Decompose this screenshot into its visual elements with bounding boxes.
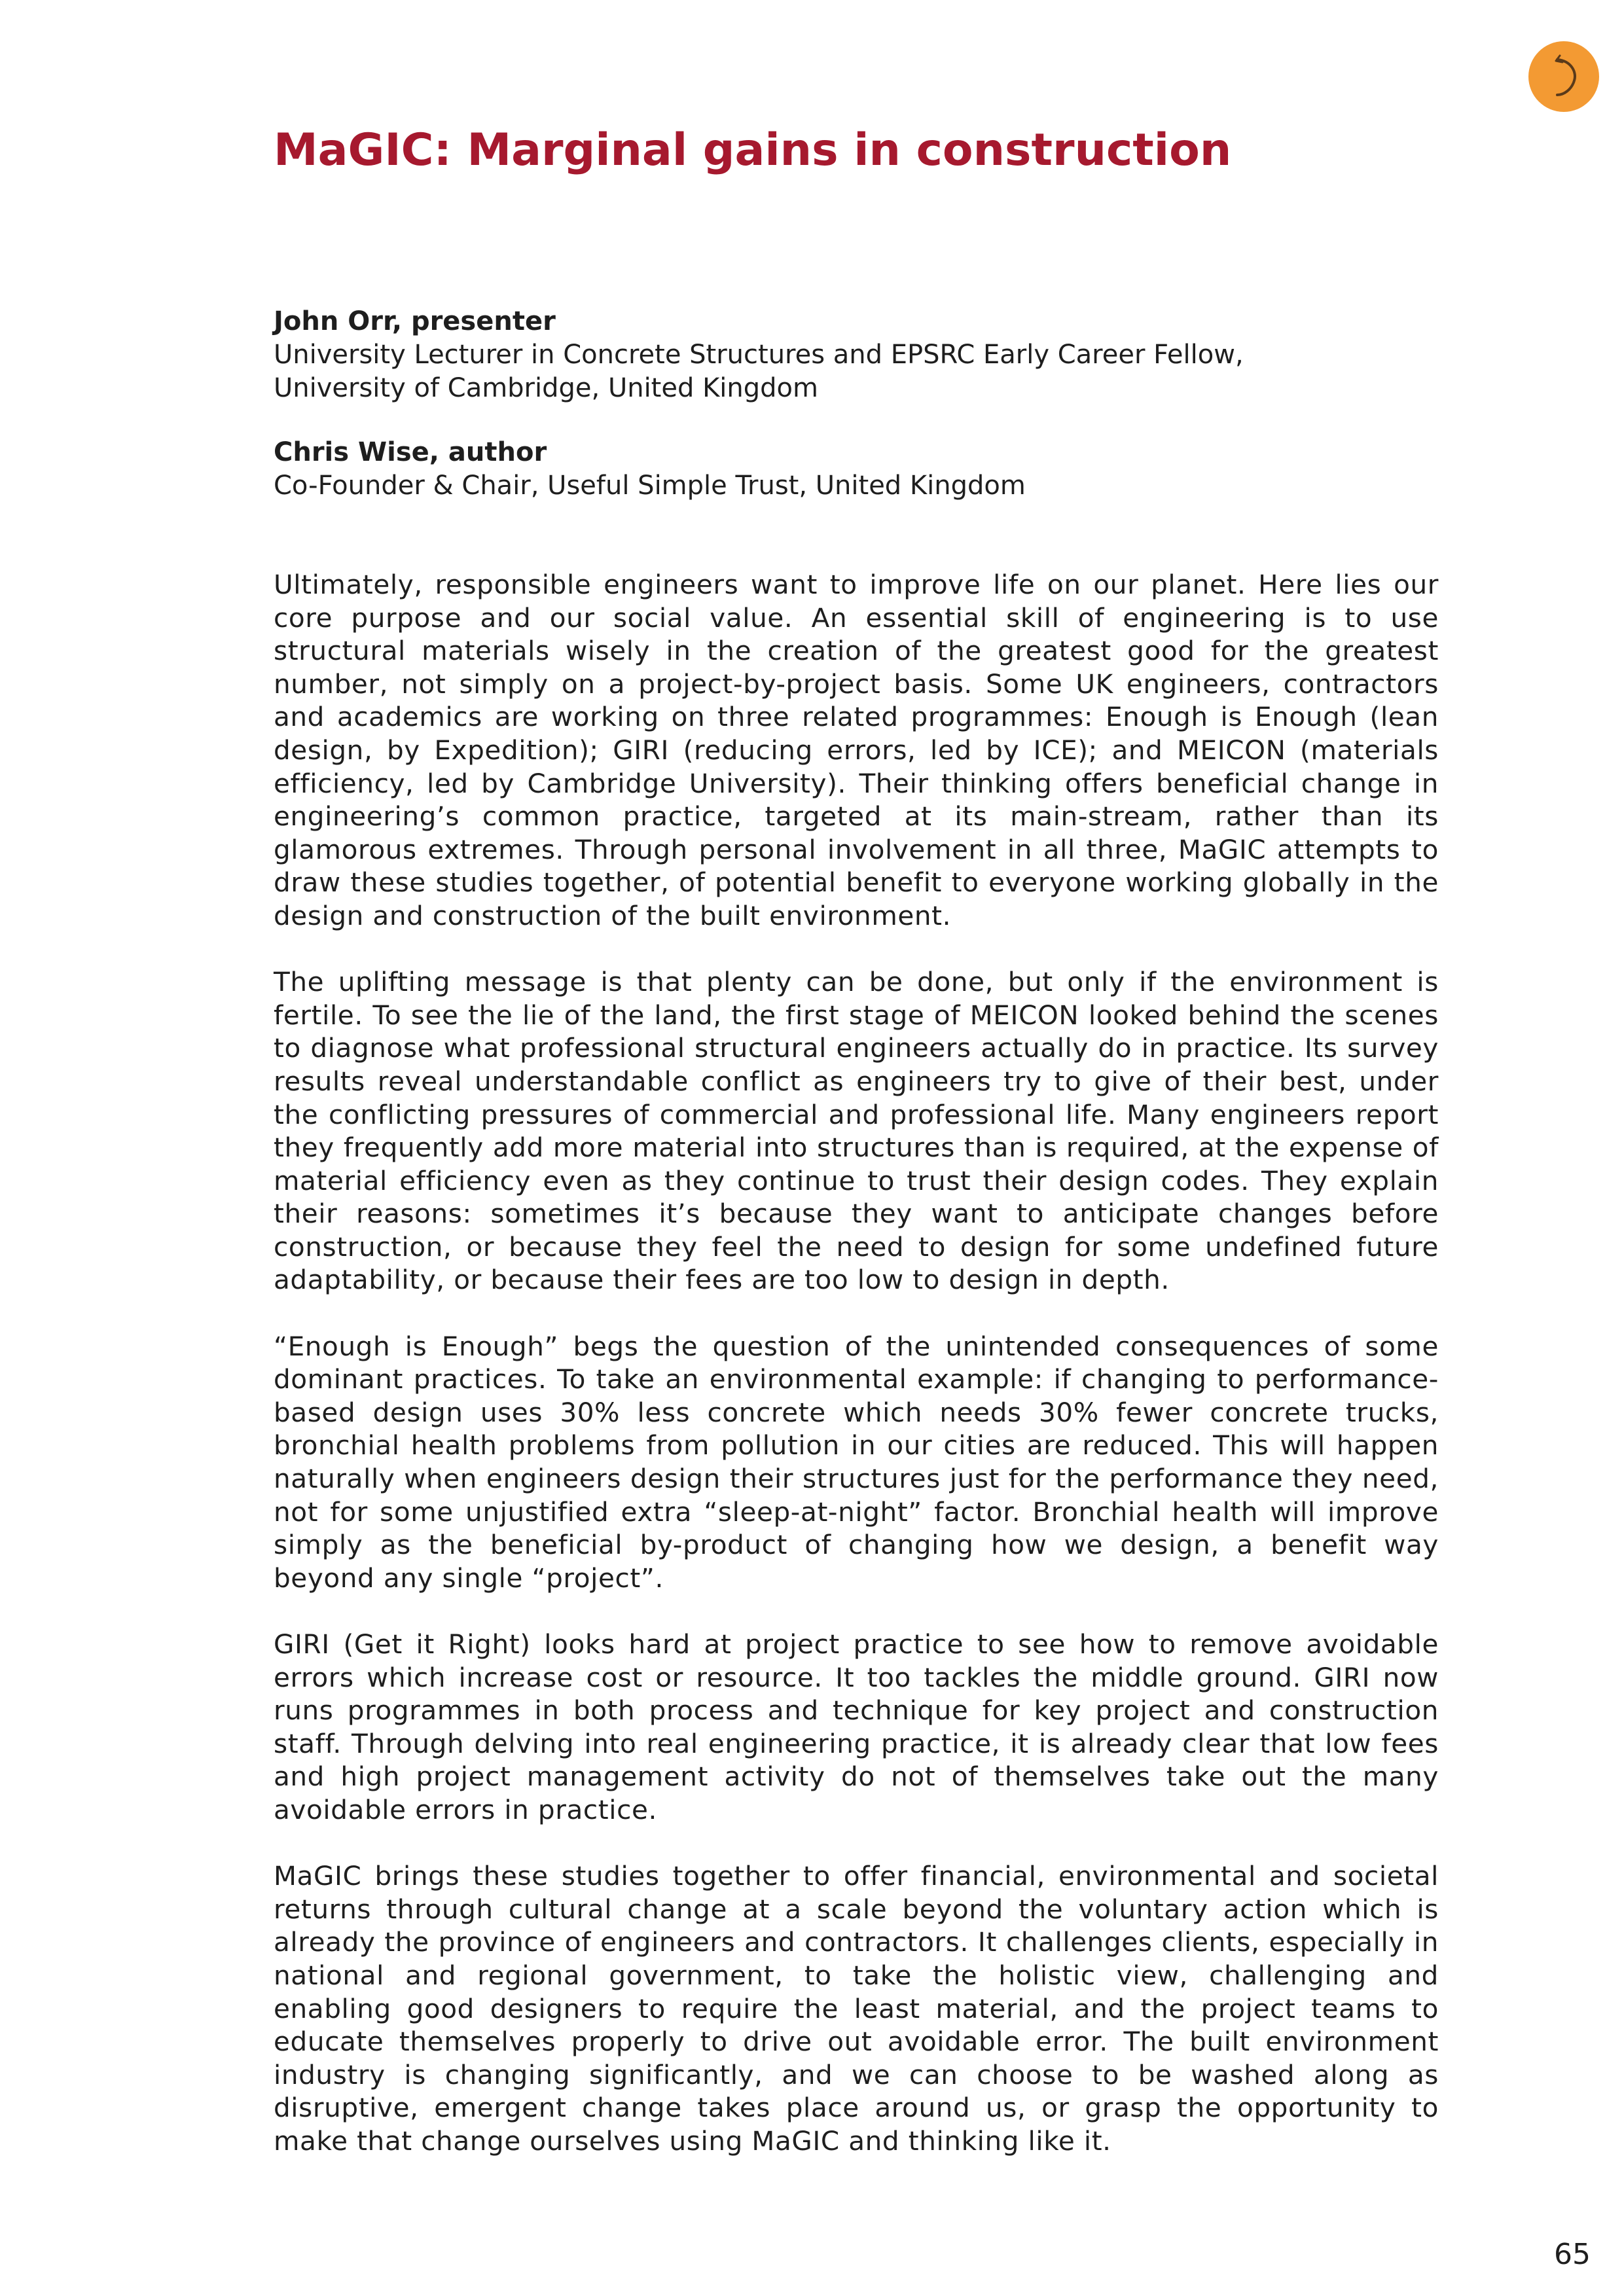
page-number: 65 [1554, 2238, 1591, 2271]
author-list [274, 305, 1452, 533]
body-paragraph: MaGIC brings these studies together to offer financial, environmental and societal returns through cultural change at a scale beyond the voluntary action which is already the province of engineers and contractors. It challenges clients, especially in national and regional government, to take the holistic view, challenging and enabling good designers to require the least material, and the project teams to educate themselves properly to drive out avoidable error. The built environment industry is changing significantly, and we can choose to be washed along as disruptive, emergent change takes place around us, or grasp the opportunity to make that change ourselves using MaGIC and thinking like it. [274, 1860, 1439, 2157]
author-name: John Orr, presenter [274, 306, 556, 336]
body-paragraph: Ultimately, responsible engineers want to improve life on our planet. Here lies our core purpose and our social value. An essential skill of engineering is to use structural materials wisely in the creation of the greatest good for the greatest number, not simply on a project-by-project basis. Some UK engineers, contractors and academics are working on three related programmes: Enough is Enough (lean design, by Expedition); GIRI (reducing errors, led by ICE); and MEICON (materials efficiency, led by Cambridge University). Their thinking offers beneficial change in engineering’s common practice, targeted at its main-stream, rather than its glamorous extremes. Through personal involvement in all three, MaGIC attempts to draw these studies together, of potential benefit to everyone working globally in the design and construction of the built environment. [274, 569, 1439, 931]
body-paragraph: The uplifting message is that plenty can be done, but only if the environment is fertile. To see the lie of the land, the first stage of MEICON looked behind the scenes to diagnose what professional structural engineers actually do in practice. Its survey results reveal understandable conflict as engineers try to give of their best, under the conflicting pressures of commercial and professional life. Many engineers report they frequently add more material into structures than is required, at the expense of material efficiency even as they continue to trust their design codes. They explain their reasons: sometimes it’s because they want to anticipate changes before construction, or because they feel the need to design for some undefined future adaptability, or because their fees are too low to design in depth. [274, 966, 1439, 1296]
author-affiliation: Co-Founder & Chair, Useful Simple Trust, United Kingdom [274, 471, 1026, 501]
author-entry [274, 436, 1452, 503]
author-entry [274, 305, 1452, 405]
orange-circle-logo-icon [1528, 41, 1599, 112]
author-affiliation-line-2: University of Cambridge, United Kingdom [274, 373, 818, 403]
article-body [274, 568, 1439, 2191]
author-affiliation: University Lecturer in Concrete Structures and EPSRC Early Career Fellow, [274, 340, 1244, 370]
body-paragraph: “Enough is Enough” begs the question of the unintended consequences of some dominant practices. To take an environmental example: if changing to performance-based design uses 30% less concrete which needs 30% fewer concrete trucks, bronchial health problems from pollution in our cities are reduced. This will happen naturally when engineers design their structures just for the performance they need, not for some unjustified extra “sleep-at-night” factor. Bronchial health will improve simply as the beneficial by-product of changing how we design, a benefit way beyond any single “project”. [274, 1330, 1439, 1594]
page-title: MaGIC: Marginal gains in construction [274, 124, 1232, 176]
body-paragraph: GIRI (Get it Right) looks hard at project practice to see how to remove avoidable errors which increase cost or resource. It too tackles the middle ground. GIRI now runs programmes in both process and technique for key project and construction staff. Through delving into real engineering practice, it is already clear that low fees and high project management activity do not of themselves take out the many avoidable errors in practice. [274, 1628, 1439, 1825]
author-name: Chris Wise, author [274, 437, 547, 467]
